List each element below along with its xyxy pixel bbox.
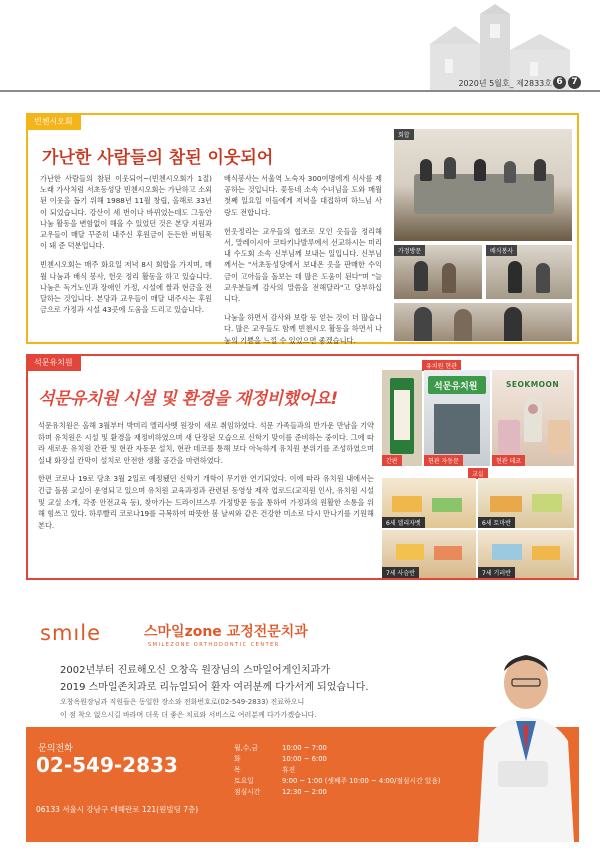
paragraph: 석문유치원은 올해 3월부터 박미리 엘리사벳 원장이 새로 취임하였다. 석문 가족들과의 반가운 만남을 기약하며 유치원은 시설 및 환경을 재정비하였으며 새 단장된 모습으로 신학기 맞이를 준비하는 중이다. 그에 따라 새로운 유치원 간판 및 현관 자동문 설치, 현관 데코를 통해 보다 아늑하게 유치원 분위기를 조성하였으며 실내 화장실 칸막이 설치로 안전한 생활 공간을 마련하였다. — [38, 421, 374, 465]
vincent-section — [26, 113, 579, 344]
doctor-photo — [468, 641, 578, 842]
issue-label: 2020년 5월호_ 제2833호 — [458, 79, 552, 88]
page-number-right: 7 — [568, 76, 581, 89]
ad-notice-1: 오창옥원장님과 직원들은 동일한 장소와 전화번호로(02-549-2833) 진료하오니 — [60, 698, 305, 706]
sign-photo — [382, 370, 422, 466]
photo-caption: 현관 데코 — [492, 455, 525, 466]
meeting-photo — [394, 129, 572, 241]
photo-caption: 현관 자동문 — [424, 455, 463, 466]
page-number-left: 6 — [553, 76, 566, 89]
photo-caption: 교실 — [468, 468, 488, 479]
article-column-1 — [40, 173, 212, 323]
deco-photo — [492, 370, 574, 466]
header-divider — [0, 90, 600, 92]
clinic-advertisement — [26, 593, 579, 842]
paragraph: 한편 코로나 19로 당초 3월 2일로 예정됐던 신학기 개학이 무기한 연기되었다. 이에 따라 유치원 내에서는 긴급 돌봄 교실이 운영되고 있으며 유치원 교육과정과 관련된 동영상 제작 업로드(교직원 인사, 유치원 시설 및 교실 소개, 각종 안전교육 등), 찾아가는 드라이브스루 가정방문 등을 통하여 가정과의 원활한 소통을 위해 힘쓰고 있다. 하루빨리 코로나19를 극복하여 따뜻한 봄 날씨와 같은 건강한 미소로 다시 만나기를 기원해본다. — [38, 474, 374, 530]
photo-caption: 7세 기러반 — [478, 567, 515, 578]
ad-notice-2: 이 점 착오 없으시길 바라며 더욱 더 좋은 치료와 서비스로 여러분께 다가가겠습니다. — [60, 711, 317, 719]
page-header — [0, 0, 600, 100]
paragraph: 나눔을 하면서 감사와 보람 등 얻는 것이 더 많습니다. 많은 교우들도 함께 빈첸시오 활동을 하면서 나눔의 기쁨을 느낄 수 있었으면 좋겠습니다. — [224, 313, 382, 345]
hours-row: 월,수,금 10:00 ~ 7:00 — [234, 744, 327, 752]
ad-headline-1: 2002년부터 진료해오신 오창옥 원장님의 스마일어게인치과가 — [60, 665, 331, 676]
paragraph: 배식봉사는 서울역 노숙자 300여명에게 식사를 제공하는 것입니다. 꽃동네 소속 수녀님을 도와 매월 첫째 일요일 이들에게 저녁을 대접하며 하느님 사랑도 전합니다. — [224, 174, 382, 217]
photo-caption: 간판 — [382, 455, 402, 466]
photo-caption: 7세 사슴반 — [382, 567, 419, 578]
hours-row: 화 10:00 ~ 6:00 — [234, 755, 327, 763]
photo-caption: 6세 토마반 — [478, 517, 515, 528]
photo-label: 회합 — [394, 129, 414, 140]
hours-row: 토요일 9:00 ~ 1:00 (셋째주 10:00 ~ 4:00/점심시간 있음) — [234, 777, 441, 785]
classroom-photo-1 — [382, 478, 476, 528]
classroom-photo-3 — [382, 530, 476, 578]
section-title: 가난한 사람들의 참된 이웃되어 — [42, 148, 274, 168]
phone-number[interactable]: 02-549-2833 — [36, 753, 178, 777]
kindergarten-section — [26, 354, 579, 580]
classroom-photo-2 — [478, 478, 574, 528]
smile-logo: smıle — [40, 621, 101, 645]
clinic-name: 스마일zone 교정전문치과 — [144, 624, 308, 640]
sign-en-text: SEOKMOON — [506, 380, 560, 389]
hours-row: 점심시간 12:30 ~ 2:00 — [234, 788, 327, 796]
inquiry-label: 문의전화 — [38, 744, 73, 754]
section-tag: 석문유치원 — [26, 354, 81, 371]
section-tag: 빈첸시오회 — [26, 113, 81, 130]
door-photo — [424, 370, 490, 466]
photo-caption: 6세 엘리자벳 — [382, 517, 425, 528]
classroom-photo-4 — [478, 530, 574, 578]
home-visit-photo — [394, 245, 482, 299]
ad-headline-2: 2019 스마일존치과로 리뉴얼되어 환자 여러분께 다가서게 되었습니다. — [60, 682, 369, 693]
paragraph: 빈첸시오회는 매주 화요일 저녁 8시 회합을 가지며, 매월 나눔과 배식 봉사, 헌옷 정리 활동을 하고 있습니다. 나눔은 독거노인과 장애인 가정, 시설에 쌀과 현금을 전달하는 것입니다. 본당과 교우들이 매달 내주시는 후원금으로 가정과 시설 43곳에 도움을 드리고 있습니다. — [40, 260, 212, 315]
hours-row: 목 휴진 — [234, 766, 296, 774]
office-hours — [234, 743, 441, 798]
building-sign-text: 석문유치원 — [434, 382, 478, 392]
paragraph: 가난한 사람들의 참된 이웃되어~(빈첸시오회가 1절) 노래 가사처럼 서초동성당 빈첸시오회는 가난하고 소외된 이웃을 돕기 위해 1988년 11월 창립, 올해로 33년이 되었습니다. 강산이 세 번이나 바뀌었는데도 그동안 나눔 활동을 변함없이 해올 수 있었던 것은 본당 지원과 교우들이 매달 꾸준히 내주신 후원금이 든든한 버팀목이 돼 준 덕분입니다. — [40, 174, 212, 251]
clinic-subtitle: SMILEZONE ORTHODONTIC CENTER — [148, 642, 280, 648]
section-title: 석문유치원 시설 및 환경을 재정비했어요! — [38, 389, 338, 409]
photo-label: 가정방문 — [394, 245, 425, 256]
sharing-photo — [394, 303, 572, 341]
article-column-2 — [224, 173, 382, 354]
photo-caption: 유치원 현관 — [422, 360, 461, 371]
paragraph: 헌옷정리는 교우들의 협조로 모인 옷들을 정리해서, 말레이시아 코타키나발루에서 선교하시는 미리내 수도회 소속 신부님께 보내는 일입니다. 신부님께서는 "서초동성당에서 보내온 옷을 판매한 수익금이 고아들을 돌보는 데 많은 도움이 된다"며 "늘 교우분들께 감사의 말씀을 전해달라"고 당부하십니다. — [224, 226, 382, 304]
article-body — [38, 420, 374, 538]
meal-photo — [486, 245, 572, 299]
clinic-address: 06133 서울시 강남구 테헤란로 121(원빌딩 7층) — [36, 805, 199, 814]
photo-label: 배식봉사 — [486, 245, 517, 256]
